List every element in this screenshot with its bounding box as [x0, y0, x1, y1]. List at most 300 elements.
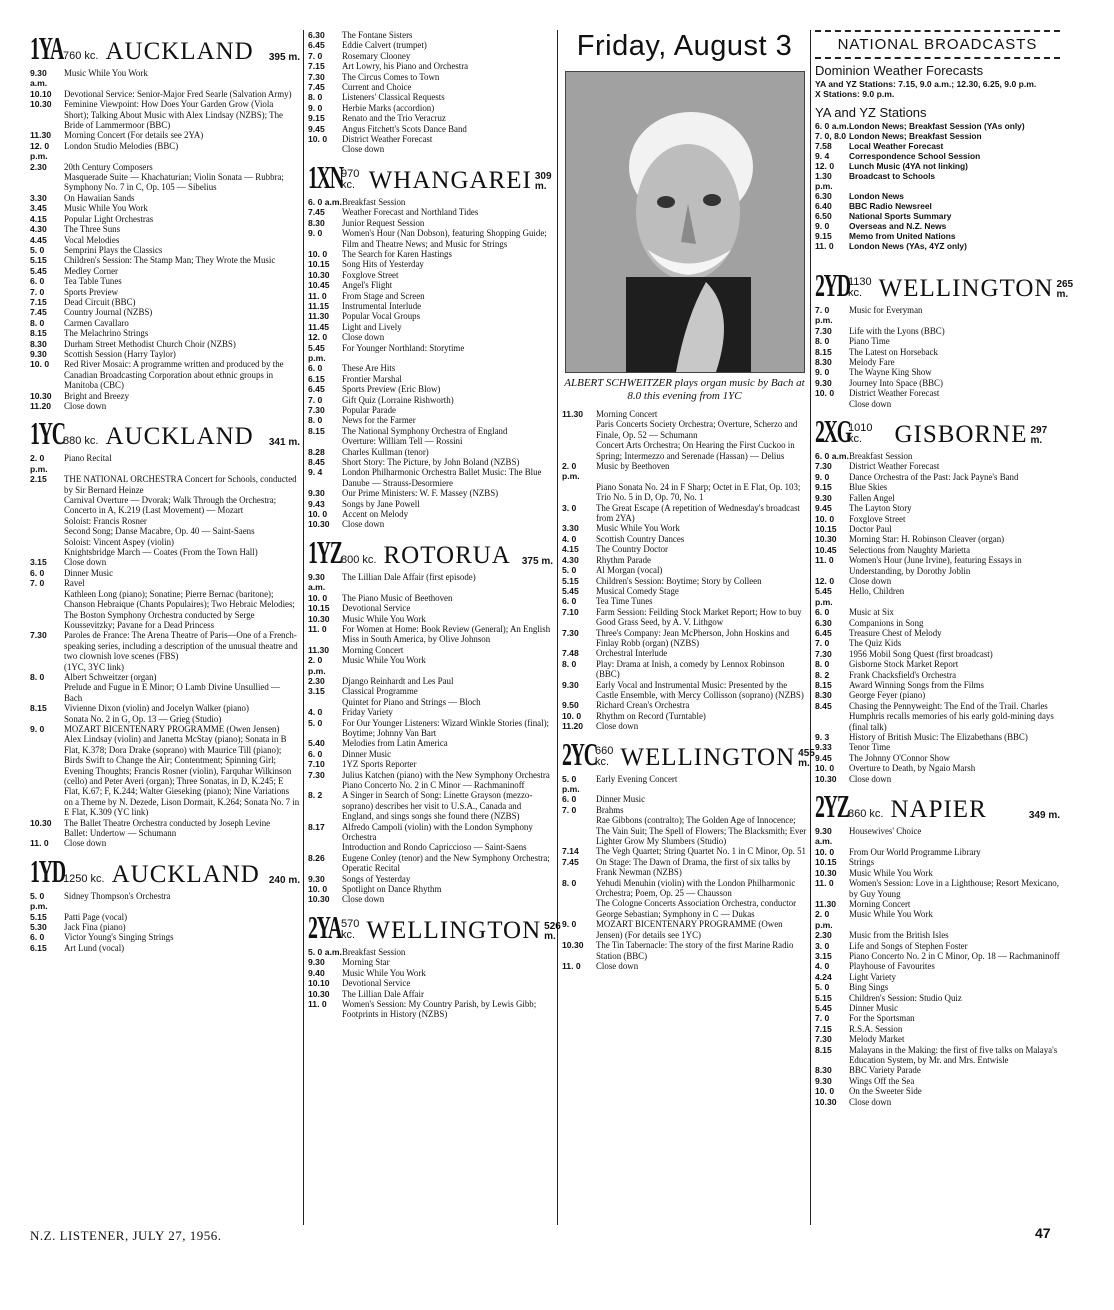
programme-time: 8.15 — [308, 425, 325, 436]
station-header — [815, 267, 1074, 303]
programme-title: Close down — [342, 332, 385, 343]
programme-title: Companions in Song — [849, 617, 924, 628]
programme-item — [562, 680, 807, 701]
programme-title: Doctor Paul — [849, 523, 892, 534]
programme-time — [30, 172, 64, 193]
programme-time: 8. 0 — [815, 336, 830, 347]
programme-item — [562, 794, 807, 804]
programme-time: 5.45 — [815, 1002, 832, 1013]
national-item — [815, 241, 1060, 251]
programme-time: 2.15 — [30, 474, 47, 485]
programme-item — [815, 732, 1060, 742]
programme-time: 3.15 — [30, 557, 47, 568]
station-city: NAPIER — [890, 796, 987, 824]
programme-item — [308, 999, 553, 1020]
station-frequency: 970 kc. — [341, 167, 360, 191]
station-frequency: 1130 kc. — [848, 276, 872, 299]
programme-title: Women's Hour (Nan Dobson), featuring Shopping Guide; Film and Theatre News; and Music for Strings — [342, 228, 547, 249]
programme-time — [30, 662, 64, 672]
station-wavelength: 240 m. — [268, 874, 300, 886]
programme-item — [308, 134, 553, 144]
programme-title: Spotlight on Dance Rhythm — [342, 884, 442, 895]
programme-item — [815, 982, 1060, 992]
programme-item — [308, 770, 553, 780]
programme-time: 6. 0 — [562, 794, 577, 805]
programme-time: 9.30 — [30, 348, 47, 359]
programme-time: 11.45 — [308, 321, 330, 332]
programme-item — [308, 72, 553, 82]
programme-time: 8. 0 — [562, 658, 577, 669]
programme-time: 10. 0 — [815, 1086, 835, 1097]
programme-title: Brahms — [596, 804, 624, 815]
programme-item — [308, 978, 553, 988]
column-divider — [303, 30, 304, 1225]
programme-item — [308, 363, 553, 373]
programme-title: Wings Off the Sea — [849, 1075, 915, 1086]
programme-time: 7. 0 — [815, 1013, 830, 1024]
programme-item — [815, 347, 1060, 357]
programme-title: Journey Into Space (BBC) — [849, 377, 943, 388]
programme-item — [815, 472, 1060, 482]
programme-title: Fallen Angel — [849, 492, 895, 503]
programme-time: 8. 0 — [308, 92, 323, 103]
programme-item — [308, 572, 553, 593]
programme-title: History of British Music: The Elizabethans (BBC) — [849, 732, 1028, 743]
programme-title: For the Sportsman — [849, 1013, 915, 1024]
programme-title: Strings — [849, 857, 875, 868]
programme-item — [30, 162, 300, 172]
programme-item — [308, 780, 553, 790]
station-frequency: 570 kc. — [341, 917, 360, 941]
programme-title: Music While You Work — [342, 655, 426, 666]
programme-item — [815, 1034, 1060, 1044]
programme-item — [815, 1024, 1060, 1034]
programme-title: Life with the Lyons (BBC) — [849, 325, 945, 336]
programme-title: Overture to Death, by Ngaio Marsh — [849, 763, 976, 774]
programme-item — [308, 322, 553, 332]
programme-list — [815, 826, 1060, 1107]
station-header — [815, 413, 1060, 450]
programme-item — [30, 99, 300, 130]
national-title: Memo from United Nations — [849, 231, 956, 241]
programme-item — [815, 701, 1060, 732]
station-header — [308, 908, 561, 945]
programme-time: 7. 0 — [308, 394, 323, 405]
programme-time: 9.33 — [815, 742, 832, 753]
programme-title: District Weather Forecast — [849, 461, 940, 472]
programme-title: Melody Market — [849, 1034, 905, 1045]
programme-item — [30, 401, 300, 411]
station-wavelength: 455 m. — [798, 747, 815, 769]
programme-title: Light Variety — [849, 971, 896, 982]
programme-title: Angus Fitchett's Scots Dance Band — [342, 123, 467, 134]
programme-item — [815, 868, 1060, 878]
programme-item — [30, 547, 300, 557]
programme-time: 8.30 — [815, 690, 832, 701]
station-wavelength: 265 m. — [1056, 279, 1074, 300]
programme-item — [815, 909, 1060, 930]
programme-time: 8.45 — [815, 700, 832, 711]
programme-item — [308, 645, 553, 655]
national-time: 9.15 — [815, 231, 832, 241]
programme-title: For Women at Home: Book Review (General); An English Miss in South America, by Olive Johnson — [342, 623, 551, 645]
programme-title: Hello, Children — [849, 586, 905, 597]
programme-title: Django Reinhardt and Les Paul — [342, 675, 454, 686]
programme-item — [308, 374, 553, 384]
programme-time: 5. 0 — [815, 982, 830, 993]
programme-title: Popular Light Orchestras — [64, 213, 154, 224]
programme-time: 11. 0 — [30, 838, 49, 849]
programme-title: Music from the British Isles — [849, 930, 949, 941]
programme-time: 4.15 — [562, 544, 579, 555]
programme-title: Close down — [64, 838, 107, 849]
programme-time: 7. 0 — [815, 638, 830, 649]
programme-title: Angel's Flight — [342, 280, 393, 291]
programme-time: 8.15 — [30, 703, 47, 714]
programme-title: Red River Mosaic: A programme written and produced by the Canadian Broadcasting Corporation about ethnic groups in Manitoba (CBC) — [64, 359, 284, 391]
programme-item — [308, 947, 553, 957]
programme-item — [308, 61, 553, 71]
station-2ya — [308, 908, 561, 1020]
programme-title: Music While You Work — [596, 523, 680, 534]
national-time: 1.30 p.m. — [815, 171, 833, 191]
station-call-sign: 1YC — [30, 415, 65, 452]
programme-time: 8. 0 — [815, 659, 830, 670]
programme-item — [815, 847, 1060, 857]
programme-title: London Studio Melodies (BBC) — [64, 140, 179, 151]
column-divider — [810, 30, 811, 1225]
station-call-sign: 1YA — [30, 30, 64, 66]
programme-time: 8.15 — [815, 1044, 832, 1055]
national-item — [815, 221, 1060, 231]
programme-title: Masquerade Suite — Khachaturian; Violin Sonata — Rubbra; Symphony No. 7 in C, Op. 105 — Sibelius — [64, 172, 284, 193]
programme-title: Early Vocal and Instrumental Music: Presented by the Castle Ensemble, with Mercy Collisson (soprano) (NZBS) — [596, 679, 804, 700]
programme-item — [30, 276, 300, 286]
programme-time: 12. 0 — [815, 575, 835, 586]
station-frequency: 760 kc. — [63, 50, 99, 62]
programme-time: 11.20 — [562, 721, 584, 732]
programme-item — [30, 724, 300, 734]
programme-time: 6.30 — [308, 30, 325, 40]
programme-item — [308, 457, 553, 467]
station-header — [30, 852, 300, 889]
programme-title: Foxglove Street — [849, 513, 906, 524]
page-number: 47 — [1035, 1225, 1051, 1241]
programme-time: 11.20 — [30, 401, 52, 411]
programme-item — [562, 586, 807, 596]
programme-time: 8.26 — [308, 852, 325, 863]
programme-title: Rosemary Clooney — [342, 50, 411, 61]
programme-title: Accent on Melody — [342, 509, 409, 520]
programme-item — [308, 822, 553, 843]
programme-item — [308, 218, 553, 228]
programme-item — [30, 287, 300, 297]
programme-time: 10.30 — [30, 390, 52, 401]
station-call-sign: 2YC — [562, 735, 597, 772]
programme-title: The Layton Story — [849, 503, 912, 514]
programme-title: Music at Six — [849, 607, 894, 618]
programme-title: Women's Session: Love in a Lighthouse; Resort Mexicano, by Guy Young — [849, 878, 1059, 899]
programme-time — [308, 436, 342, 446]
programme-title: Women's Session: My Country Parish, by Lewis Gibb; Footprints in History (NZBS) — [342, 998, 537, 1020]
programme-title: The Search for Karen Hastings — [342, 248, 452, 259]
programme-title: The Ballet Theatre Orchestra conducted by Joseph Levine — [64, 817, 271, 828]
programme-time: 5.15 — [30, 911, 47, 922]
programme-item — [30, 891, 300, 912]
programme-item — [30, 537, 300, 547]
station-1yz — [308, 533, 553, 905]
programme-time: 11.30 — [562, 409, 584, 419]
station-wavelength: 375 m. — [521, 555, 553, 567]
programme-item — [815, 826, 1060, 847]
programme-time: 11.30 — [30, 130, 52, 141]
programme-item — [815, 1065, 1060, 1075]
programme-item — [562, 774, 807, 795]
programme-title: Jack Fina (piano) — [64, 922, 126, 933]
station-frequency: 1250 kc. — [63, 872, 105, 885]
programme-item — [815, 878, 1060, 899]
photo-caption: ALBERT SCHWEITZER plays organ music by Bach at 8.0 this evening from 1YC — [564, 377, 805, 402]
station-wavelength: 526 m. — [544, 920, 561, 942]
programme-item — [308, 311, 553, 321]
programme-time: 10.30 — [30, 99, 52, 110]
programme-item — [308, 270, 553, 280]
programme-time: 10.30 — [815, 867, 837, 878]
programme-time — [562, 898, 596, 919]
programme-title: Children's Session: Boytime; Story by Colleen — [596, 575, 762, 586]
programme-item — [815, 399, 1060, 409]
programme-time: 6. 0 — [308, 363, 323, 374]
programme-time: 10.10 — [308, 978, 330, 989]
programme-title: Women's Hour (June Irvine), featuring Essays in Understanding, by Dorothy Joblin — [849, 555, 1022, 576]
programme-item — [30, 912, 300, 922]
programme-title: Scottish Country Dances — [596, 533, 685, 544]
programme-time: 5.45 — [30, 265, 47, 276]
column-divider — [557, 30, 558, 1225]
programme-title: R.S.A. Session — [849, 1023, 903, 1034]
programme-item — [308, 957, 553, 967]
programme-item — [308, 614, 553, 624]
programme-title: Close down — [342, 519, 385, 530]
programme-time: 9.30 — [815, 492, 832, 503]
national-item — [815, 141, 1060, 151]
programme-title: Yehudi Menuhin (violin) with the London Philharmonic Orchestra; Poem, Op. 25 — Chausson — [596, 877, 796, 899]
programme-time: 9.15 — [815, 482, 832, 493]
programme-title: Soloist: Francis Rosner — [64, 515, 147, 526]
programme-time: 7.45 — [308, 207, 325, 218]
programme-item — [30, 526, 300, 536]
programme-title: Close down — [342, 144, 385, 155]
programme-title: Piano Concerto No. 2 in C Minor, Op. 18 — Rachmaninoff — [849, 950, 1060, 961]
national-time: 6. 0 a.m. — [815, 121, 849, 131]
programme-time: 10.30 — [815, 534, 837, 545]
programme-time: 5. 0 p.m. — [30, 890, 48, 912]
station-header — [308, 158, 553, 195]
programme-item — [815, 638, 1060, 648]
programme-item — [815, 336, 1060, 346]
programme-title: Dead Circuit (BBC) — [64, 296, 136, 307]
programme-item — [308, 280, 553, 290]
programme-item — [562, 857, 807, 878]
programme-item — [308, 509, 553, 519]
programme-time: 7. 0 — [30, 286, 45, 297]
weather-line: YA and YZ Stations: 7.15, 9.0 a.m.; 12.30, 6.25, 9.0 p.m. — [815, 79, 1037, 89]
programme-title: Frontier Marshal — [342, 373, 402, 384]
national-title: Overseas and N.Z. News — [849, 221, 947, 231]
programme-item — [30, 328, 300, 338]
programme-title: Close down — [849, 1096, 892, 1107]
programme-item — [562, 482, 807, 503]
programme-title: Gift Quiz (Lorraine Rishworth) — [342, 394, 454, 405]
programme-item — [562, 961, 807, 971]
station-city: ROTORUA — [383, 541, 511, 569]
programme-time: 11. 0 — [815, 555, 834, 566]
national-title: Correspondence School Session — [849, 151, 981, 161]
programme-title: Gisborne Stock Market Report — [849, 659, 959, 670]
programme-time: 10.45 — [815, 544, 837, 555]
programme-title: Treasure Chest of Melody — [849, 627, 942, 638]
programme-item — [815, 1086, 1060, 1096]
ya-yz-stations-heading: YA and YZ Stations — [815, 105, 927, 120]
programme-title: 1956 Mobil Song Quest (first broadcast) — [849, 648, 993, 659]
programme-title: Current and Choice — [342, 82, 412, 93]
station-frequency: 800 kc. — [341, 553, 377, 566]
programme-title: These Are Hits — [342, 363, 396, 374]
programme-title: Popular Parade — [342, 405, 396, 415]
programme-time: 9.15 — [308, 113, 325, 124]
programme-item — [562, 919, 807, 940]
programme-time: 5. 0 p.m. — [562, 773, 580, 794]
programme-title: Songs by Jane Powell — [342, 498, 420, 509]
national-title: London News (YAs, 4YZ only) — [849, 241, 967, 251]
programme-time: 10. 0 — [815, 513, 835, 524]
programme-time: 5. 0 — [30, 244, 45, 255]
programme-title: The Wayne King Show — [849, 367, 932, 378]
programme-time: 2. 0 p.m. — [30, 453, 48, 474]
programme-title: Charles Kullman (tenor) — [342, 446, 429, 457]
programme-item — [815, 1013, 1060, 1023]
programme-time: 6. 0 a.m. — [308, 196, 342, 207]
programme-time: 10. 0 — [30, 359, 50, 370]
programme-item — [308, 301, 553, 311]
programme-item — [308, 447, 553, 457]
programme-title: Morning Concert — [849, 898, 911, 909]
national-time: 6.40 — [815, 201, 832, 211]
programme-title: Tea Time Tunes — [596, 596, 653, 607]
programme-item — [562, 440, 807, 461]
programme-list — [30, 453, 300, 848]
programme-item — [30, 453, 300, 474]
programme-item — [815, 628, 1060, 638]
programme-title: BBC Variety Parade — [849, 1065, 921, 1076]
programme-time: 10. 0 — [308, 248, 328, 259]
programme-item — [815, 972, 1060, 982]
programme-title: District Weather Forecast — [849, 388, 940, 399]
programme-time — [308, 697, 342, 707]
programme-title: The Country Doctor — [596, 544, 668, 555]
programme-list — [815, 451, 1060, 784]
programme-time: 10. 0 — [815, 846, 835, 857]
programme-item — [308, 499, 553, 509]
programme-title: Durham Street Methodist Church Choir (NZBS) — [64, 338, 236, 349]
programme-item — [30, 818, 300, 828]
national-time: 9. 0 — [815, 221, 830, 231]
programme-title: Knightsbridge March — Coates (From the Town Hall) — [64, 547, 258, 558]
programme-time: 2.30 — [815, 930, 832, 941]
programme-time: 6.15 — [308, 373, 325, 384]
programme-time: 7.15 — [815, 1023, 832, 1034]
programme-title: Frank Chacksfield's Orchestra — [849, 669, 957, 680]
programme-item — [562, 565, 807, 575]
programme-item — [308, 384, 553, 394]
programme-item — [308, 593, 553, 603]
programme-item — [308, 874, 553, 884]
programme-time: 8. 0 — [30, 671, 45, 682]
programme-time: 9. 0 — [815, 471, 830, 482]
station-city: AUCKLAND — [105, 423, 254, 451]
programme-time: 8.28 — [308, 446, 325, 457]
programme-title: Semprini Plays the Classics — [64, 244, 163, 255]
programme-item — [30, 734, 300, 817]
programme-item — [815, 680, 1060, 690]
programme-time — [30, 828, 64, 838]
programme-item — [562, 628, 807, 649]
programme-title: Songs of Yesterday — [342, 873, 411, 884]
programme-title: From Our World Programme Library — [849, 846, 981, 857]
programme-time: 4. 0 — [815, 961, 830, 972]
programme-time: 6.15 — [30, 942, 47, 953]
programme-item — [30, 130, 300, 140]
programme-title: THE NATIONAL ORCHESTRA Concert for Schools, conducted by Sir Bernard Heinze — [64, 474, 297, 495]
programme-item — [30, 349, 300, 359]
programme-title: Rae Gibbons (contralto); The Golden Age of Innocence; The Vain Suit; The Spell of Flowers; The Blacksmith; Ever Lighter Grow My Slumbers (Studio) — [596, 815, 807, 847]
programme-time: 6.45 — [815, 627, 832, 638]
programme-title: Children's Session: Studio Quiz — [849, 992, 962, 1003]
programme-time: 9. 3 — [815, 732, 830, 743]
programme-title: Second Song; Danse Macabre, Op. 40 — Saint-Saens — [64, 526, 255, 537]
programme-item — [562, 898, 807, 919]
programme-time: 4.30 — [562, 554, 579, 565]
programme-time: 8. 2 — [308, 790, 323, 801]
programme-title: Morning Concert — [596, 409, 658, 419]
programme-item — [815, 899, 1060, 909]
station-frequency: 860 kc. — [848, 808, 884, 821]
programme-time — [308, 144, 342, 154]
programme-time: 10.15 — [815, 857, 837, 868]
programme-time: 8. 0 — [562, 877, 577, 888]
programme-time: 10.30 — [562, 940, 584, 951]
station-city: WHANGAREI — [368, 166, 532, 194]
programme-title: Eddie Calvert (trumpet) — [342, 40, 427, 51]
programme-time: 2. 0 p.m. — [562, 461, 580, 482]
programme-title: Ballet: Undertow — Schumann — [64, 828, 177, 839]
programme-item — [30, 245, 300, 255]
programme-item — [815, 482, 1060, 492]
programme-time — [30, 516, 64, 526]
programme-time: 10. 0 — [815, 763, 835, 774]
programme-time: 6.45 — [308, 384, 325, 395]
programme-title: Music While You Work — [342, 967, 426, 978]
programme-time: 10.15 — [308, 603, 330, 614]
programme-title: Instrumental Interlude — [342, 300, 422, 311]
programme-item — [30, 703, 300, 713]
programme-title: Breakfast Session — [342, 946, 406, 957]
programme-time: 9. 0 — [308, 228, 323, 239]
programme-time: 9.40 — [308, 967, 325, 978]
programme-title: Breakfast Session — [342, 196, 406, 207]
programme-title: Classical Programme — [342, 686, 418, 697]
programme-item — [815, 659, 1060, 669]
